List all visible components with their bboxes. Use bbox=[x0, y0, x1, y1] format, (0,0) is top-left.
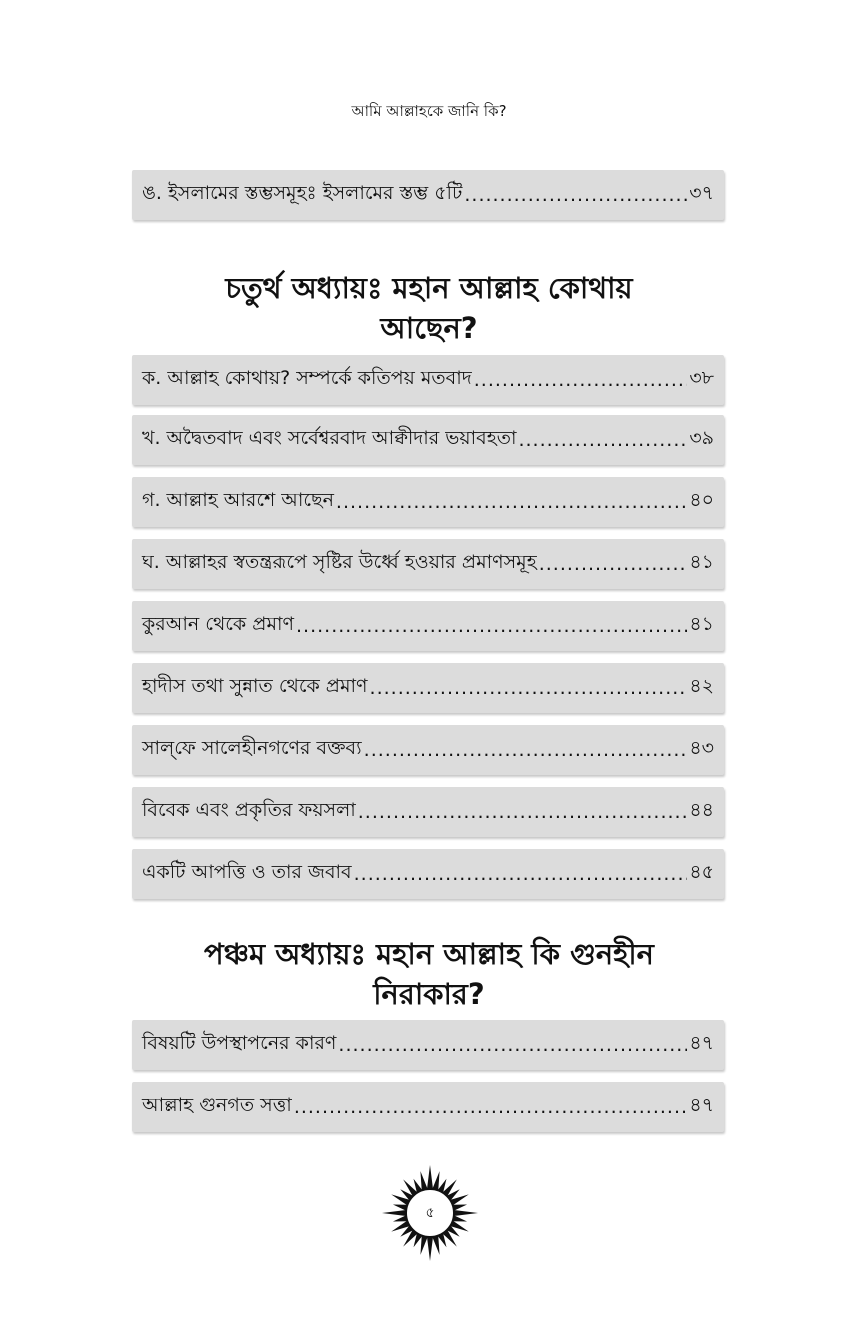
toc-entry-page: ৪০ bbox=[689, 489, 714, 511]
heading-line: নিরাকার? bbox=[373, 977, 485, 1011]
toc-entry-title: গ. আল্লাহ আরশে আছেন bbox=[142, 489, 334, 511]
dot-leader bbox=[294, 1096, 688, 1118]
toc-entry-title: বিবেক এবং প্রকৃতির ফয়সলা bbox=[142, 799, 356, 821]
heading-line: চতুর্থ অধ্যায়ঃ মহান আল্লাহ কোথায় bbox=[225, 271, 633, 305]
toc-entry-title: ক. আল্লাহ কোথায়? সম্পর্কে কতিপয় মতবাদ bbox=[142, 367, 472, 389]
toc-entry-title: বিষয়টি উপস্থাপনের কারণ bbox=[142, 1032, 337, 1054]
toc-entry-page: ৩৮ bbox=[689, 367, 714, 389]
toc-entry-page: ৩৯ bbox=[689, 427, 714, 449]
toc-entry-title: কুরআন থেকে প্রমাণ bbox=[142, 613, 294, 635]
page-number: ৫ bbox=[425, 1205, 435, 1221]
dot-leader bbox=[358, 801, 688, 823]
chapter-5-heading bbox=[0, 934, 858, 1014]
dot-leader bbox=[539, 553, 688, 575]
toc-entry-page: ৪৪ bbox=[689, 799, 714, 821]
toc-entry-title: হাদীস তথা সুন্নাত থেকে প্রমাণ bbox=[142, 675, 368, 697]
toc-entry-page: ৩৭ bbox=[689, 182, 714, 204]
toc-entry-page: ৪৩ bbox=[689, 737, 714, 759]
dot-leader bbox=[364, 739, 688, 761]
heading-line: পঞ্চম অধ্যায়ঃ মহান আল্লাহ কি গুনহীন bbox=[204, 937, 654, 971]
heading-line: আছেন? bbox=[380, 311, 478, 345]
dot-leader bbox=[336, 491, 687, 513]
toc-entry-page: ৪৫ bbox=[689, 861, 714, 883]
chapter-4-heading bbox=[0, 268, 858, 348]
toc-entry-title: খ. অদ্বৈতবাদ এবং সর্বেশ্বরবাদ আক্বীদার ভয়াবহতা bbox=[142, 427, 517, 449]
toc-entry[interactable] bbox=[132, 849, 724, 899]
toc-entry[interactable] bbox=[132, 601, 724, 651]
toc-entry[interactable] bbox=[132, 725, 724, 775]
dot-leader bbox=[354, 863, 688, 885]
dot-leader bbox=[296, 615, 687, 637]
toc-entry[interactable] bbox=[132, 787, 724, 837]
toc-entry-title: ঙ. ইসলামের স্তম্ভসমূহঃ ইসলামের স্তম্ভ ৫টি bbox=[142, 182, 463, 204]
toc-entry[interactable] bbox=[132, 1020, 724, 1070]
toc-entry-page: ৪৭ bbox=[689, 1032, 714, 1054]
toc-entry-title: ঘ. আল্লাহর স্বতন্ত্ররূপে সৃষ্টির উর্ধ্বে হওয়ার প্রমাণসমূহ bbox=[142, 551, 537, 573]
toc-entry[interactable] bbox=[132, 1082, 724, 1132]
toc-entry-title: আল্লাহ গুনগত সত্তা bbox=[142, 1094, 292, 1116]
dot-leader bbox=[464, 184, 687, 206]
toc-entry[interactable] bbox=[132, 477, 724, 527]
toc-entry-page: ৪১ bbox=[689, 613, 714, 635]
toc-entry-page: ৪১ bbox=[689, 551, 714, 573]
toc-entry[interactable] bbox=[132, 663, 724, 713]
running-head: আমি আল্লাহকে জানি কি? bbox=[351, 102, 507, 120]
page-number-ornament bbox=[380, 1163, 480, 1263]
toc-entry[interactable] bbox=[132, 170, 724, 220]
toc-entry-title: সাল্‌ফে সালেহীনগণের বক্তব্য bbox=[142, 737, 362, 759]
dot-leader bbox=[518, 429, 687, 451]
dot-leader bbox=[474, 369, 688, 391]
toc-entry[interactable] bbox=[132, 539, 724, 589]
dot-leader bbox=[338, 1034, 687, 1056]
toc-entry[interactable] bbox=[132, 415, 724, 465]
toc-entry-page: ৪৭ bbox=[689, 1094, 714, 1116]
toc-entry-title: একটি আপত্তি ও তার জবাব bbox=[142, 861, 352, 883]
toc-entry-page: ৪২ bbox=[689, 675, 714, 697]
toc-entry[interactable] bbox=[132, 355, 724, 405]
dot-leader bbox=[370, 677, 688, 699]
